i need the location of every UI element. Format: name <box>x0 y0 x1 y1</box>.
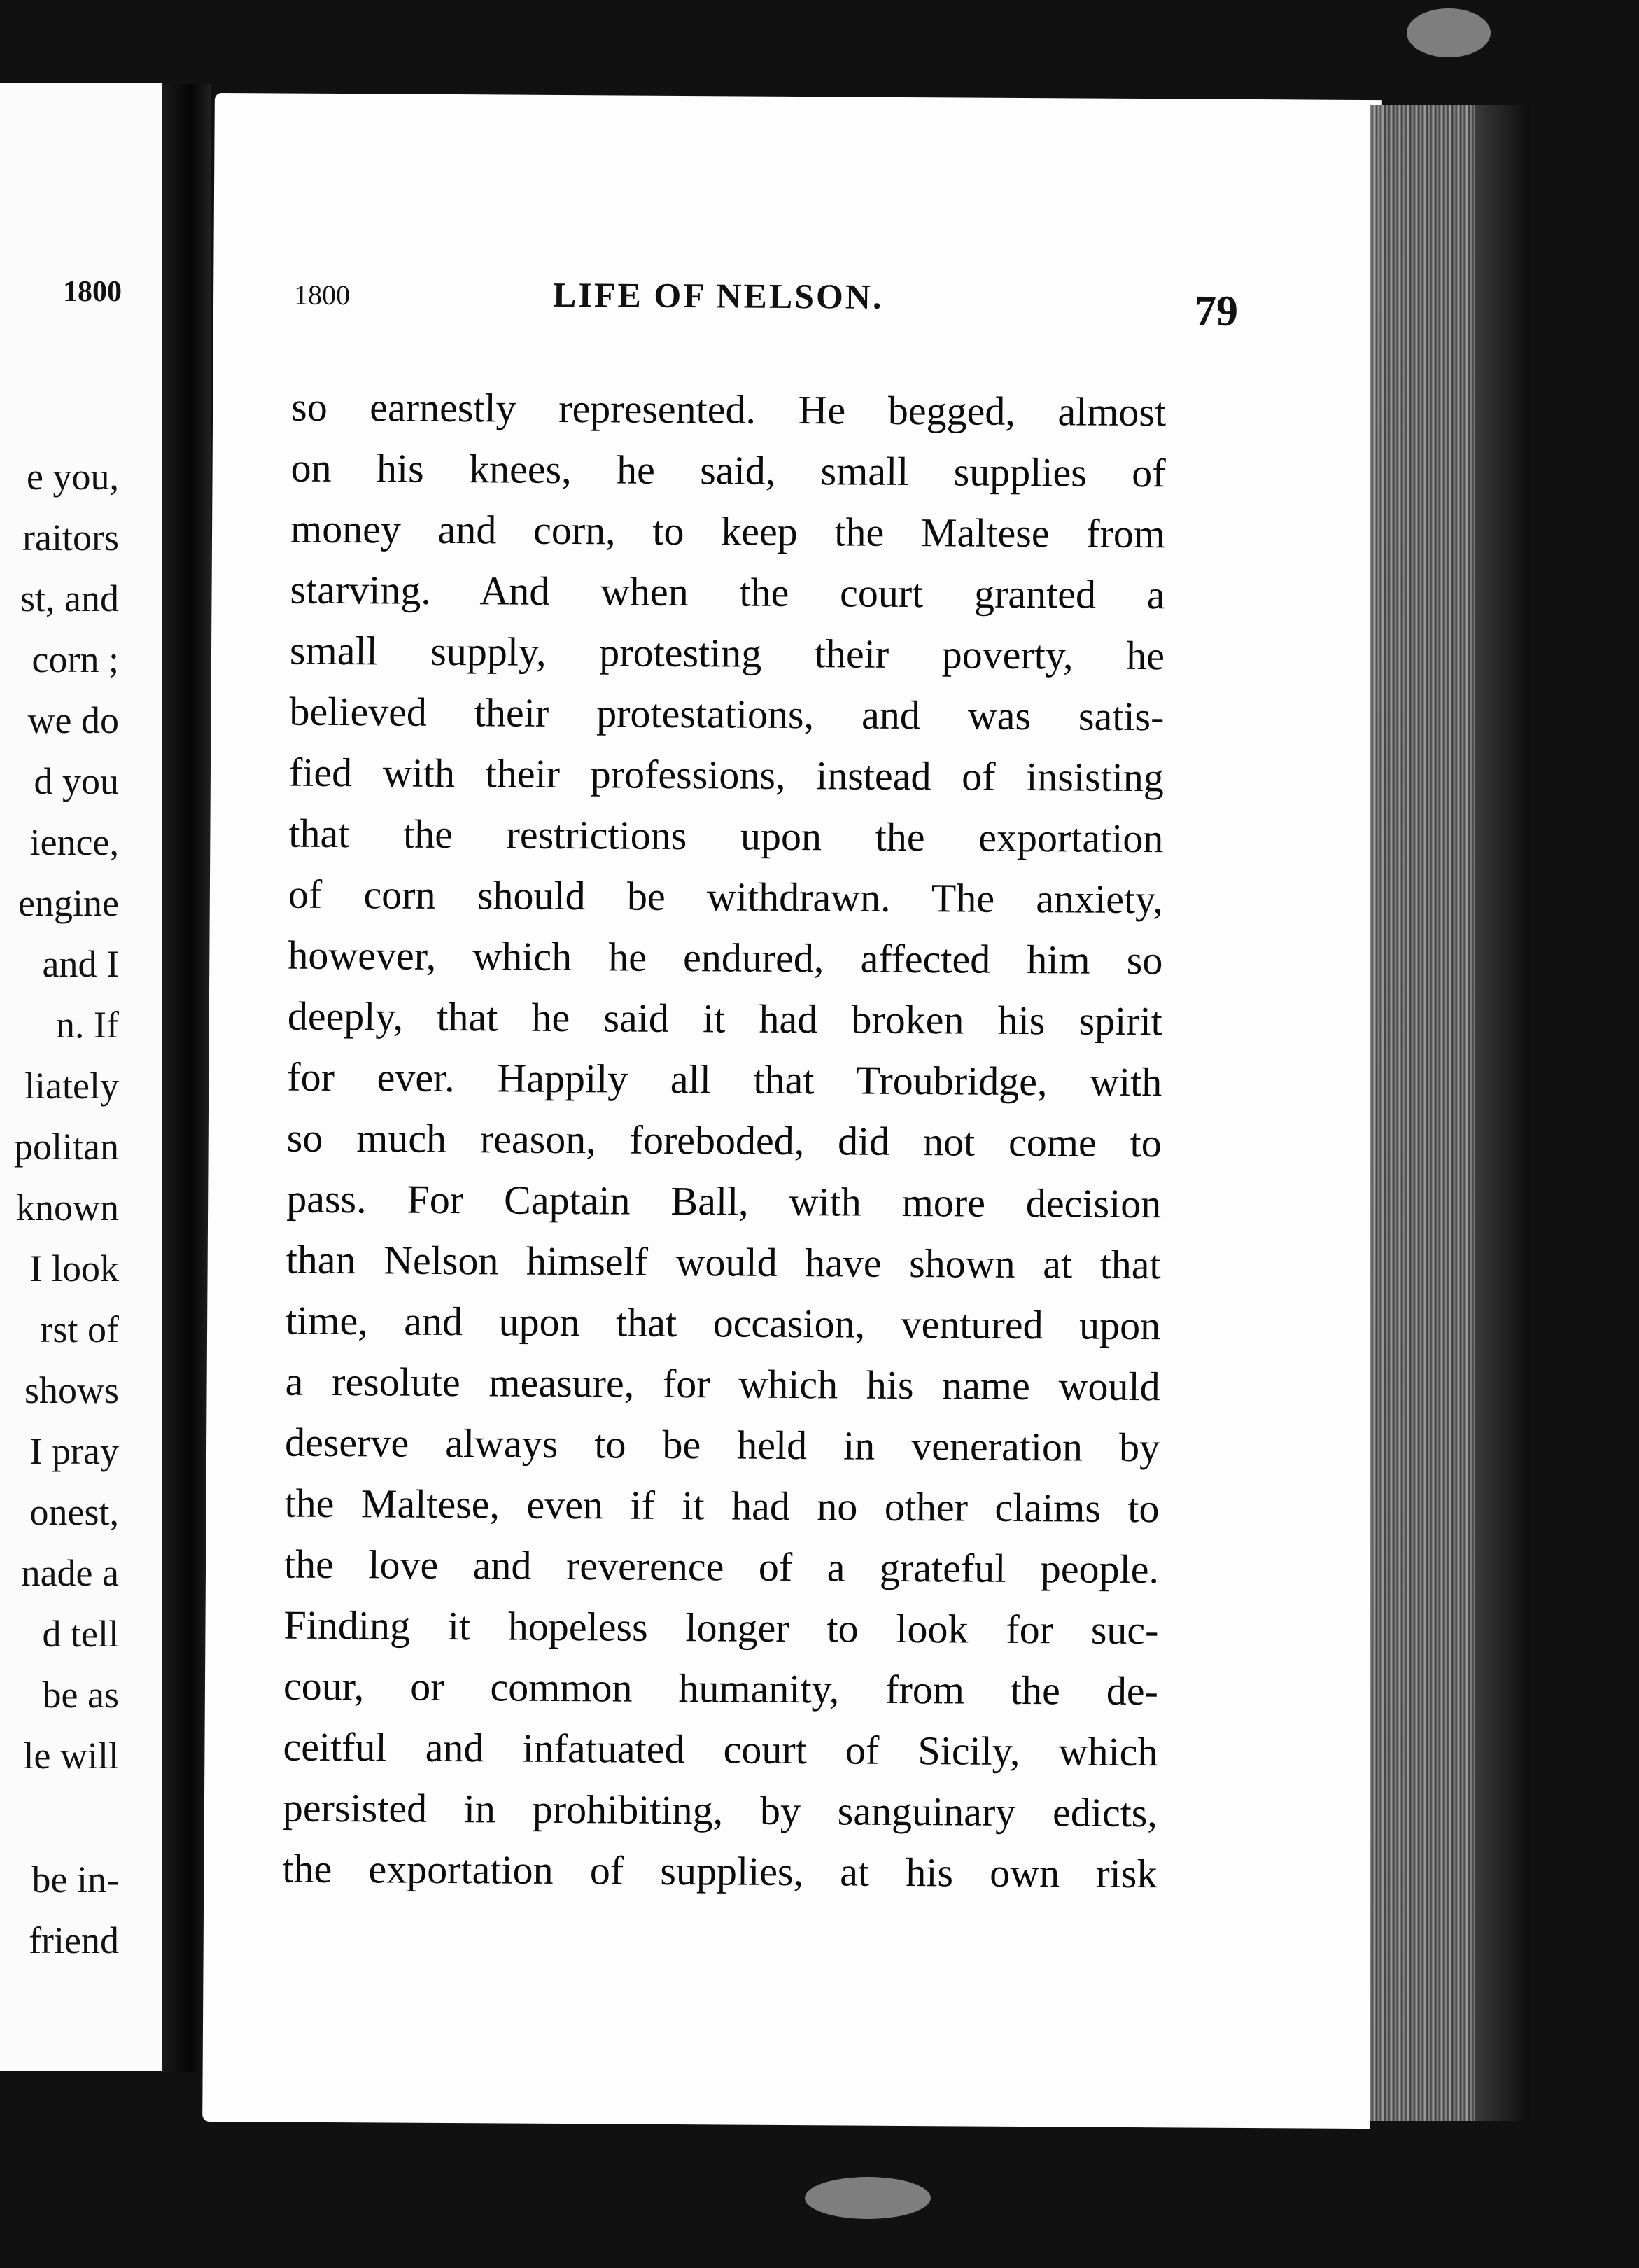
body-text <box>282 377 1166 1905</box>
text-line: for ever. Happily all that Troubridge, with <box>287 1054 1162 1105</box>
text-line: the Maltese, even if it had no other claims to <box>284 1480 1160 1532</box>
left-page-line: liately <box>24 1065 119 1107</box>
text-line: fied with their professions, instead of insisting <box>288 749 1165 801</box>
text-line: persisted in prohibiting, by sanguinary edicts, <box>282 1784 1158 1836</box>
scan-speck <box>1407 8 1491 57</box>
left-page-line: known <box>16 1186 119 1228</box>
text-line: than Nelson himself would have shown at that <box>286 1236 1161 1288</box>
text-line: small supply, protesting their poverty, he <box>289 627 1165 679</box>
running-head-title: LIFE OF NELSON. <box>552 274 884 316</box>
text-line: deserve always to be held in veneration by <box>284 1419 1160 1471</box>
left-page-line: e you, <box>27 456 119 498</box>
text-line: of corn should be withdrawn. The anxiety, <box>288 871 1164 923</box>
left-page-line: we do <box>27 699 119 741</box>
left-page-line: le will <box>23 1735 119 1777</box>
text-line: a resolute measure, for which his name would <box>285 1358 1160 1410</box>
text-line: pass. For Captain Ball, with more decision <box>286 1175 1162 1227</box>
left-page-line: be in- <box>31 1858 119 1900</box>
left-page-line: d tell <box>42 1613 119 1655</box>
page-number: 79 <box>1194 287 1239 335</box>
left-page-line: raitors <box>22 517 119 559</box>
left-facing-page <box>0 83 162 2071</box>
fore-edge-shadow <box>1475 105 1531 2121</box>
main-page <box>202 93 1382 2129</box>
text-line: deeply, that he said it had broken his spirit <box>287 993 1162 1044</box>
left-page-line: n. If <box>56 1004 119 1046</box>
left-page-text-fragments <box>14 447 119 1971</box>
text-line: however, which he endured, affected him so <box>288 932 1163 983</box>
text-line: so earnestly represented. He begged, almost <box>290 384 1167 435</box>
text-line: believed their protestations, and was satis- <box>289 688 1165 740</box>
left-page-line: shows <box>24 1369 119 1411</box>
left-page-line: friend <box>29 1919 119 1961</box>
text-line: the love and reverence of a grateful people. <box>283 1541 1160 1592</box>
left-page-line: engine <box>18 882 119 924</box>
scan-speck <box>805 2177 931 2219</box>
text-line: time, and upon that occasion, ventured upon <box>285 1297 1161 1349</box>
left-page-line: onest, <box>29 1491 119 1533</box>
text-line: starving. And when the court granted a <box>290 566 1165 618</box>
running-head <box>294 267 1382 358</box>
book-fore-edge <box>1370 105 1475 2121</box>
text-line: that the restrictions upon the exportation <box>288 810 1164 862</box>
text-line: ceitful and infatuated court of Sicily, which <box>283 1723 1158 1775</box>
text-line: so much reason, foreboded, did not come to <box>286 1114 1162 1166</box>
left-page-line: nade a <box>21 1552 119 1594</box>
text-line: money and corn, to keep the Maltese from <box>290 505 1166 557</box>
left-page-line: rst of <box>40 1308 119 1350</box>
left-page-line <box>14 1786 119 1849</box>
left-page-line: I look <box>29 1247 119 1289</box>
left-page-line: and I <box>42 943 119 985</box>
left-page-line: ience, <box>29 821 119 863</box>
left-page-line: d you <box>34 760 119 802</box>
text-line: Finding it hopeless longer to look for suc- <box>283 1602 1159 1653</box>
text-line: the exportation of supplies, at his own risk <box>282 1845 1158 1897</box>
text-line: cour, or common humanity, from the de- <box>283 1662 1159 1714</box>
left-page-line: st, and <box>20 578 119 620</box>
left-page-line: I pray <box>29 1430 119 1472</box>
running-head-year: 1800 <box>293 279 351 312</box>
left-page-running-year: 1800 <box>63 276 122 308</box>
left-page-line: be as <box>42 1674 119 1716</box>
left-page-line: politan <box>14 1126 119 1168</box>
text-line: on his knees, he said, small supplies of <box>290 444 1166 496</box>
left-page-line: corn ; <box>31 638 119 680</box>
